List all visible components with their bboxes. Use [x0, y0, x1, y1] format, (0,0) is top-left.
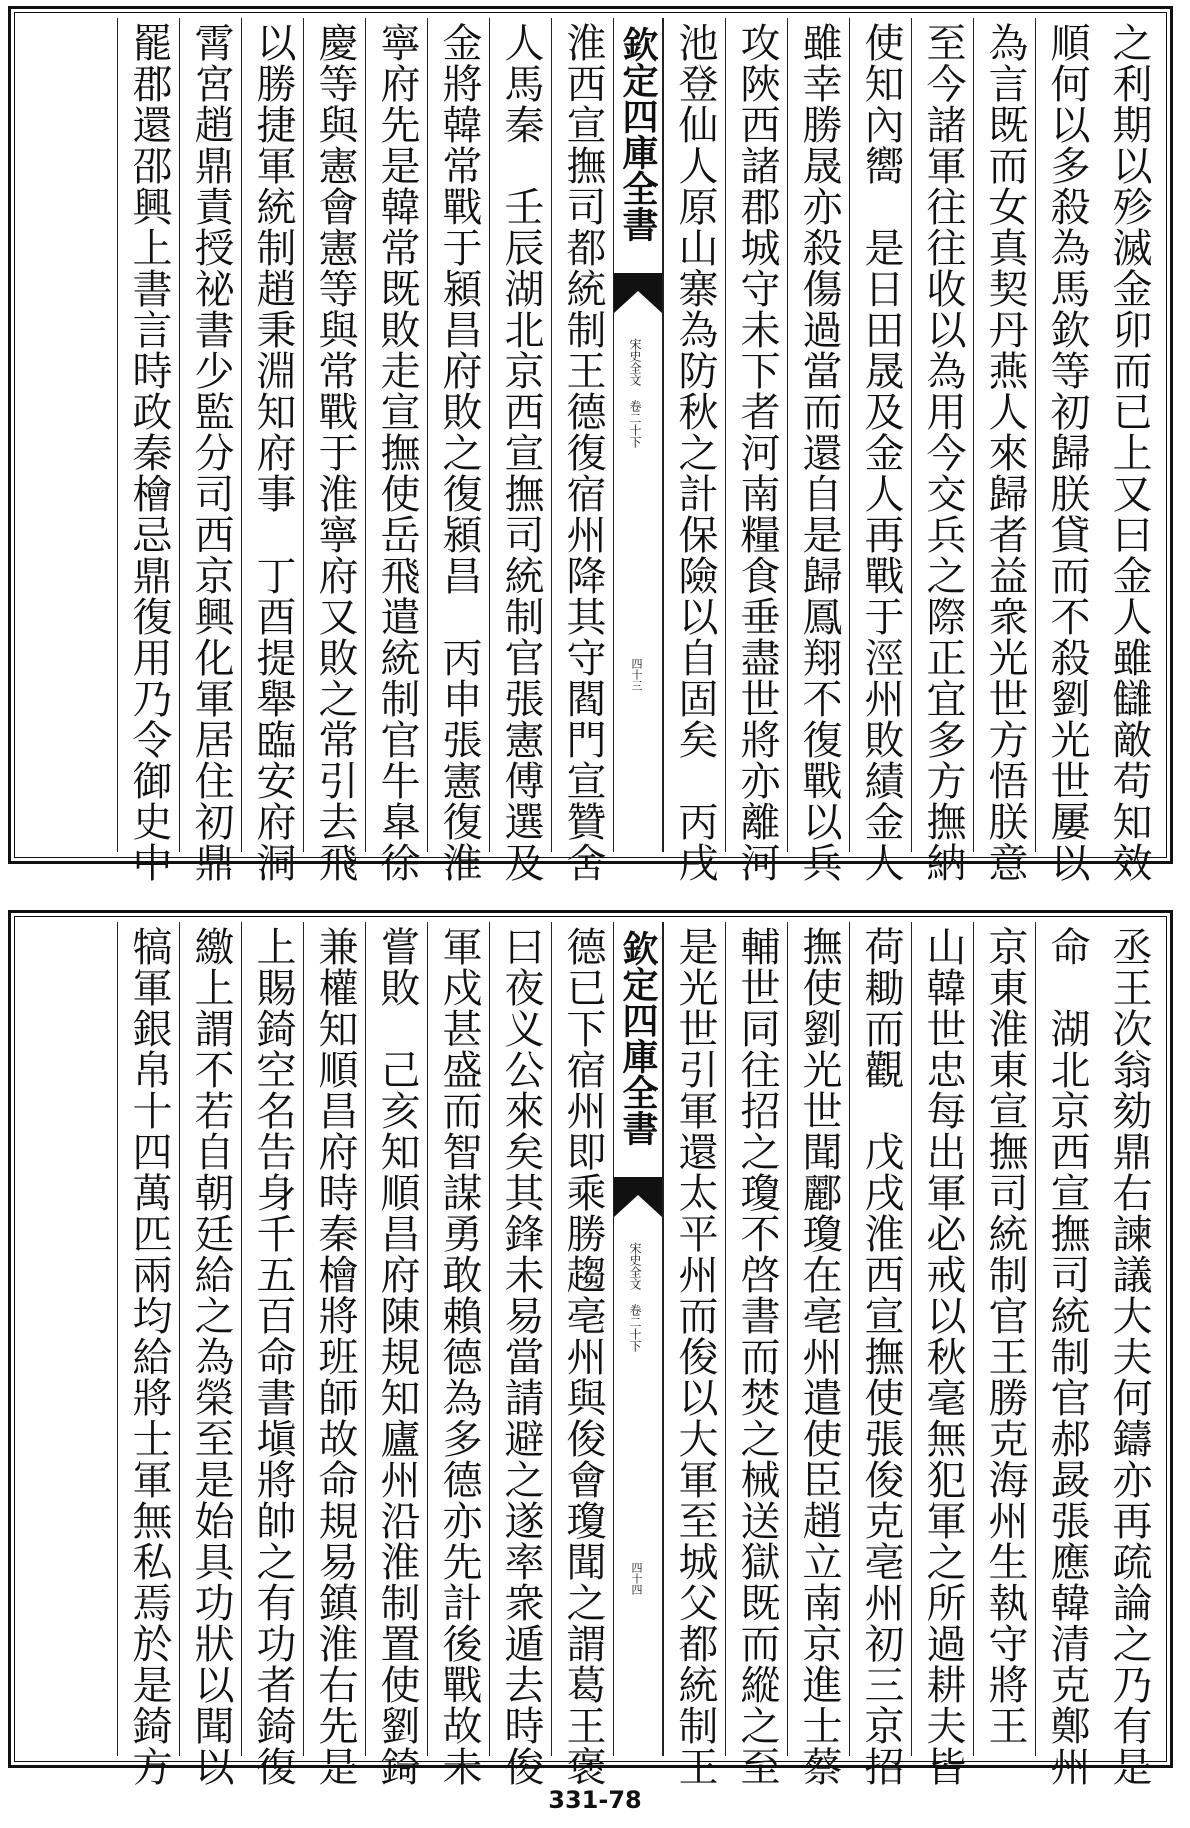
fish-tail-mark-icon: [614, 1177, 662, 1217]
column-text: 為言既而女真契丹燕人來歸者益衆光世方悟朕意: [982, 22, 1028, 883]
text-column: [973, 922, 1035, 1756]
text-column: [725, 18, 787, 883]
text-column: [849, 922, 911, 1787]
column-text: 池登仙人原山寨為防秋之計保險以自固矣 丙戌: [672, 22, 718, 883]
column-text: 至今諸軍往往收以為用今交兵之際正宜多方撫納: [920, 22, 966, 883]
column-text: 以勝捷軍統制趙秉淵知府事 丁酉提舉臨安府洞: [250, 22, 296, 883]
top-page-text-area: [20, 18, 1161, 883]
column-text: 寧府先是韓常既敗走宣撫使岳飛遣統制官牛臯徐: [374, 22, 420, 883]
text-column: [911, 922, 973, 1787]
column-text: 順何以多殺為馬欽等初歸朕貸而不殺劉光世屢以: [1044, 22, 1090, 883]
text-column: [911, 18, 973, 883]
text-column: [1097, 922, 1159, 1787]
column-text: 嘗敗 己亥知順昌府陳規知廬州沿淮制置使劉錡: [374, 926, 420, 1787]
text-column: [179, 922, 241, 1787]
text-column: [787, 922, 849, 1787]
text-column: [663, 922, 725, 1787]
top-page: [8, 6, 1173, 883]
text-column: [663, 18, 725, 883]
center-banner: [613, 922, 663, 1756]
column-text: 雖幸勝晟亦殺傷過當而還自是歸鳳翔不復戰以兵: [796, 22, 842, 883]
column-text: 曰夜义公來矣其鋒未易當請避之遂率衆遁去時俊: [498, 926, 544, 1787]
text-column: [303, 922, 365, 1787]
text-column: [551, 18, 613, 883]
column-text: 撫使劉光世聞酈瓊在亳州遣使臣趙立南京進士蔡: [796, 926, 842, 1787]
column-text: 淮西宣撫司都統制王德復宿州降其守閻門宣贊舍: [560, 22, 606, 883]
fish-tail-mark-icon: [614, 273, 662, 313]
text-column: [117, 922, 179, 1787]
text-column: [241, 922, 303, 1787]
text-column: [179, 18, 241, 883]
column-text: 攻陜西諸郡城守未下者河南糧食垂盡世將亦離河: [734, 22, 780, 883]
column-text: 兼權知順昌府時秦檜將班師故命規易鎮淮右先是: [312, 926, 358, 1787]
text-column: [427, 922, 489, 1787]
column-text: 罷郡還邵興上書言時政秦檜忌鼎復用乃令御史中: [126, 22, 172, 883]
banner-page-number: 四十三: [630, 658, 643, 691]
banner-subtitle: 宋史全文 卷二十下: [628, 1242, 642, 1352]
text-column: [365, 922, 427, 1787]
column-text: 軍戍甚盛而智謀勇敢賴德為多德亦先計後戰故未: [436, 926, 482, 1787]
column-text: 是光世引軍還太平州而俊以大軍至城父都統制王: [672, 926, 718, 1787]
text-column: [551, 922, 613, 1787]
column-text: 德已下宿州即乘勝趨亳州與俊會瓊聞之謂葛王褒: [560, 926, 606, 1787]
column-text: 繳上謂不若自朝廷給之為榮至是始具功狀以聞以: [188, 926, 234, 1787]
column-text: 輔世同往招之瓊不啓書而焚之械送獄既而縱之至: [734, 926, 780, 1787]
text-column: [725, 922, 787, 1787]
text-column: [1035, 922, 1097, 1787]
text-column: [1035, 18, 1097, 883]
column-text: 霄宮趙鼎責授祕書少監分司西京興化軍居住初鼎: [188, 22, 234, 883]
column-text: 上賜錡空名告身千五百命書塡將帥之有功者錡復: [250, 926, 296, 1787]
column-text: 犒軍銀帛十四萬匹兩均給將士軍無私焉於是錡方: [126, 926, 172, 1787]
column-text: 京東淮東宣撫司統制官王勝克海州生執守將王: [982, 926, 1028, 1746]
text-column: [241, 18, 303, 883]
text-column: [849, 18, 911, 883]
banner-title: 欽定四庫全書: [617, 930, 659, 1146]
column-text: 使知內嚮 是日田晟及金人再戰于涇州敗績金人: [858, 22, 904, 883]
text-column: [427, 18, 489, 883]
banner-page-number: 四十四: [630, 1562, 643, 1595]
footer-page-label: 331-78: [548, 1786, 642, 1814]
text-column: [1097, 18, 1159, 883]
column-text: 人馬秦 壬辰湖北京西宣撫司統制官張憲傅選及: [498, 22, 544, 883]
text-column: [973, 18, 1035, 883]
text-column: [365, 18, 427, 883]
banner-subtitle: 宋史全文 卷二十下: [628, 338, 642, 448]
bottom-page-text-area: [20, 922, 1161, 1787]
column-text: 之利期以殄滅金卯而已上又曰金人雖讎敵苟知效: [1106, 22, 1152, 883]
column-text: 命 湖北京西宣撫司統制官郝晸張應韓清克鄭州: [1044, 926, 1090, 1787]
column-text: 荷耡而觀 戊戌淮西宣撫使張俊克亳州初三京招: [858, 926, 904, 1787]
text-column: [787, 18, 849, 883]
text-column: [489, 922, 551, 1787]
column-text: 慶等與憲會憲等與常戰于淮寧府又敗之常引去飛: [312, 22, 358, 883]
column-text: 山韓世忠每出軍必戒以秋毫無犯軍之所過耕夫皆: [920, 926, 966, 1787]
column-text: 金將韓常戰于潁昌府敗之復潁昌 丙申張憲復淮: [436, 22, 482, 883]
text-column: [489, 18, 551, 883]
center-banner: [613, 18, 663, 852]
text-column: [117, 18, 179, 883]
column-text: 丞王次翁劾鼎右諫議大夫何鑄亦再疏論之乃有是: [1106, 926, 1152, 1787]
bottom-page: [8, 910, 1173, 1787]
text-column: [303, 18, 365, 883]
banner-title: 欽定四庫全書: [617, 26, 659, 242]
